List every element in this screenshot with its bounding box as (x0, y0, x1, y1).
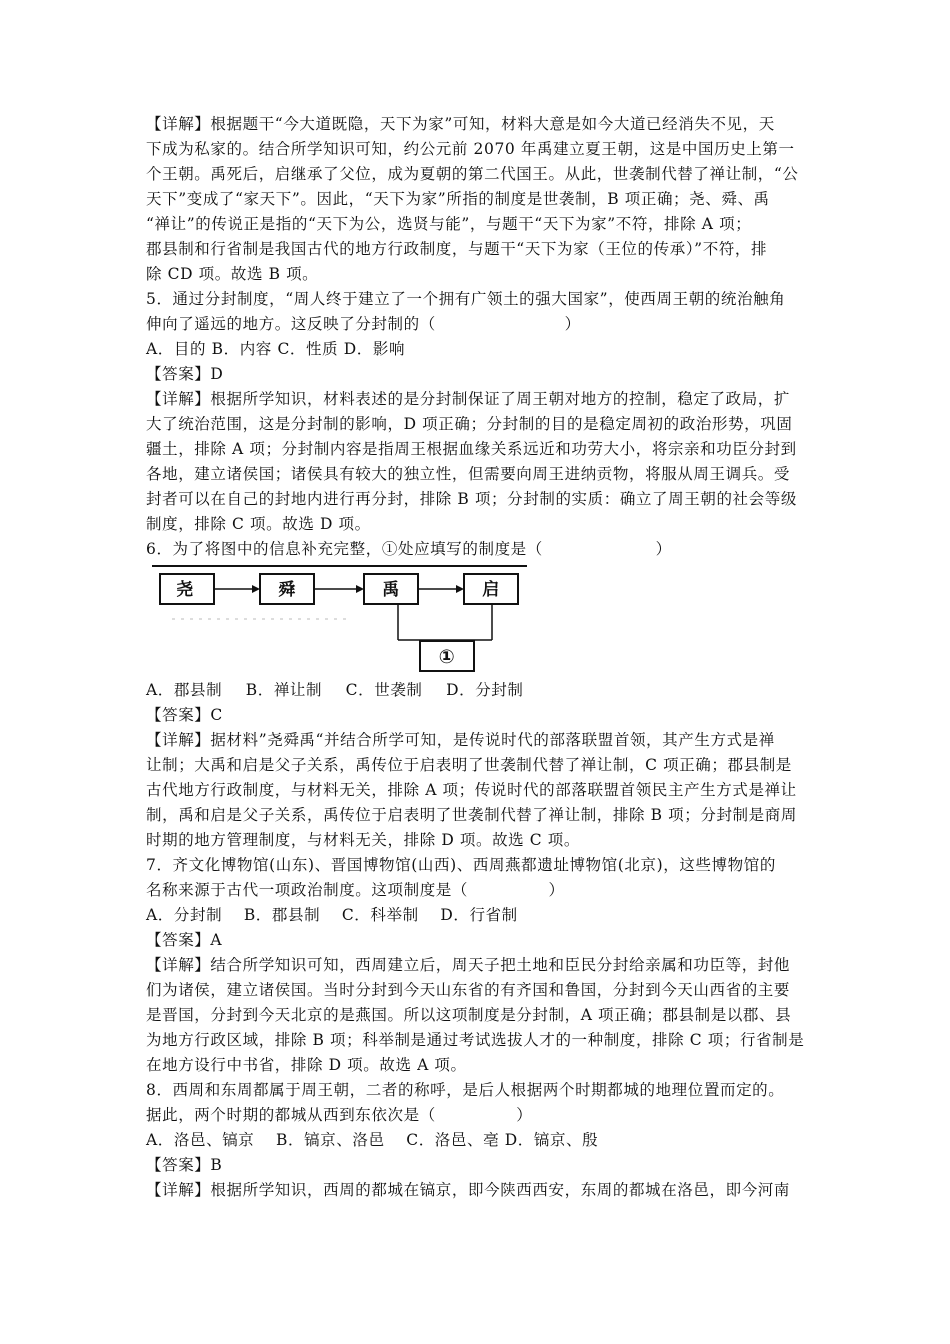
bottom-text-line: 们为诸侯，建立诸侯国。当时分封到今天山东省的有齐国和鲁国，分封到今天山西省的主要 (146, 981, 791, 999)
bottom-text-line: 时期的地方管理制度，与材料无关，排除 D 项。故选 C 项。 (146, 831, 580, 849)
q6-option-a: A．郡县制 (146, 681, 223, 699)
bottom-text-line: 【详解】根据所学知识，西周的都城在镐京，即今陕西西安，东周的都城在洛邑，即今河南 (146, 1181, 791, 1199)
bottom-text-line: 【详解】据材料”尧舜禹“并结合所学可知，是传说时代的部落联盟首领，其产生方式是禅 (146, 731, 775, 749)
top-text-line: 天下”变成了“家天下”。因此，“天下为家”所指的制度是世袭制，B 项正确；尧、舜、禹 (146, 190, 770, 208)
top-text-line: 制度，排除 C 项。故选 D 项。 (146, 515, 371, 533)
box-label-yu: 禹 (382, 580, 400, 600)
q6-option-d: D．分封制 (446, 681, 524, 699)
top-text-line: 【详解】根据所学知识，材料表述的是分封制保证了周王朝对地方的控制，稳定了政局，扩 (146, 390, 791, 408)
text-block-bottom (146, 703, 818, 1203)
top-text-line: 5．通过分封制度，“周人终于建立了一个拥有广领土的强大国家”，使西周王朝的统治触角 (146, 290, 786, 308)
q6-option-c: C．世袭制 (345, 681, 423, 699)
bottom-text-line: 【答案】B (146, 1156, 223, 1174)
top-text-line: 个王朝。禹死后，启继承了父位，成为夏朝的第二代国王。从此，世袭制代替了禅让制，“公 (146, 165, 799, 183)
bottom-text-line: 是晋国，分封到今天北京的是燕国。所以这项制度是分封制，A 项正确；郡县制是以郡、县 (146, 1006, 792, 1024)
bottom-text-line: 让制；大禹和启是父子关系，禹传位于启表明了世袭制代替了禅让制，C 项正确；郡县制是 (146, 756, 792, 774)
top-text-line: 疆土，排除 A 项；分封制内容是指周王根据血缘关系远近和功劳大小，将宗亲和功臣分封到 (146, 440, 797, 458)
top-text-line: 封者可以在自己的封地内进行再分封，排除 B 项；分封制的实质：确立了周王朝的社会等级 (146, 490, 797, 508)
text-block-top (146, 112, 818, 562)
bottom-text-line: 【答案】C (146, 706, 223, 724)
top-text-line: “禅让”的传说正是指的“天下为公，选贤与能”，与题干“天下为家”不符，排除 A 项； (146, 215, 752, 233)
bottom-text-line: 在地方设行中书省，排除 D 项。故选 A 项。 (146, 1056, 467, 1074)
top-text-line: 各地，建立诸侯国；诸侯具有较大的独立性，但需要向周王进纳贡物，将服从周王调兵。受 (146, 465, 791, 483)
box-label-qi: 启 (482, 580, 500, 600)
top-text-line: 除 CD 项。故选 B 项。 (146, 265, 319, 283)
box-label-yao: 尧 (176, 580, 194, 600)
bottom-text-line: 名称来源于古代一项政治制度。这项制度是（ ） (146, 881, 565, 899)
top-text-line: 郡县制和行省制是我国古代的地方行政制度，与题干“天下为家（王位的传承）”不符，排 (146, 240, 768, 258)
bottom-text-line: 据此，两个时期的都城从西到东依次是（ ） (146, 1106, 533, 1124)
q6-options (146, 678, 818, 703)
succession-diagram (152, 564, 532, 674)
top-text-line: A．目的 B．内容 C．性质 D．影响 (146, 340, 406, 358)
box-label-shun: 舜 (278, 580, 296, 600)
bottom-text-line: 7．齐文化博物馆(山东)、晋国博物馆(山西)、西周燕都遗址博物馆(北京)，这些博物馆的 (146, 856, 776, 874)
top-text-line: 【答案】D (146, 365, 224, 383)
top-text-line: 伸向了遥远的地方。这反映了分封制的（ ） (146, 315, 581, 333)
top-text-line: 大了统治范围，这是分封制的影响，D 项正确；分封制的目的是稳定周初的政治形势，巩固 (146, 415, 793, 433)
top-text-line: 【详解】根据题干“今大道既隐，天下为家”可知，材料大意是如今大道已经消失不见，天 (146, 115, 775, 133)
bottom-text-line: A．洛邑、镐京 B．镐京、洛邑 C．洛邑、亳 D．镐京、殷 (146, 1131, 599, 1149)
bottom-text-line: A．分封制 B．郡县制 C．科举制 D．行省制 (146, 906, 518, 924)
top-text-line: 下成为私家的。结合所学知识可知，约公元前 2070 年禹建立夏王朝，这是中国历史上第一 (146, 140, 795, 158)
bottom-text-line: 为地方行政区域，排除 B 项；科举制是通过考试选拔人才的一种制度，排除 C 项；行省制是 (146, 1031, 805, 1049)
top-text-line: 6．为了将图中的信息补充完整，①处应填写的制度是（ ） (146, 540, 672, 558)
bottom-text-line: 【详解】结合所学知识可知，西周建立后，周天子把土地和臣民分封给亲属和功臣等，封他 (146, 956, 791, 974)
box-label-blank: ① (438, 646, 456, 668)
bottom-text-line: 制，禹和启是父子关系，禹传位于启表明了世袭制代替了禅让制，排除 B 项；分封制是商周 (146, 806, 797, 824)
document-page (146, 112, 818, 1203)
bottom-text-line: 古代地方行政制度，与材料无关，排除 A 项；传说时代的部落联盟首领民主产生方式是禅让 (146, 781, 797, 799)
bottom-text-line: 【答案】A (146, 931, 223, 949)
q6-option-b: B．禅让制 (245, 681, 323, 699)
bottom-text-line: 8．西周和东周都属于周王朝，二者的称呼，是后人根据两个时期都城的地理位置而定的。 (146, 1081, 785, 1099)
